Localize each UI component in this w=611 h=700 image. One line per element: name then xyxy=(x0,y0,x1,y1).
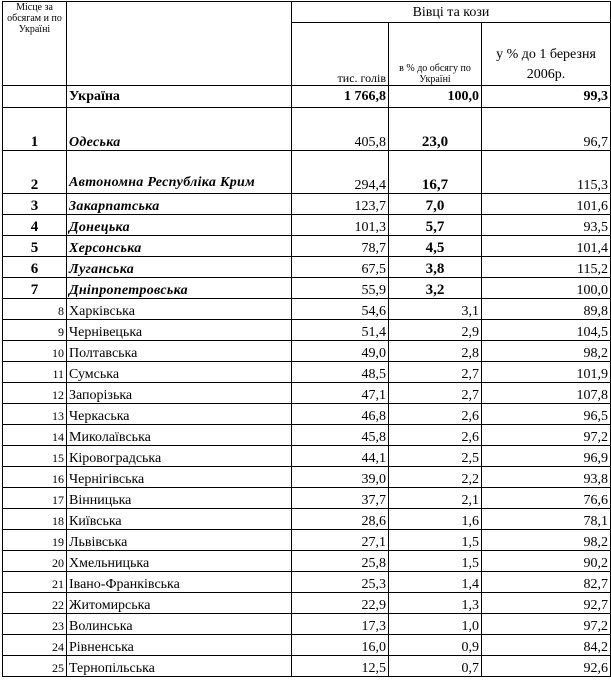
percent-cell: 1,6 xyxy=(389,509,482,530)
change-cell: 101,9 xyxy=(482,362,611,383)
change-cell: 101,6 xyxy=(482,194,611,215)
change-cell: 97,2 xyxy=(482,425,611,446)
region-name-cell: Вінницька xyxy=(67,488,292,509)
thousands-cell: 67,5 xyxy=(292,257,389,278)
region-name-cell: Львівська xyxy=(67,530,292,551)
thousands-cell: 54,6 xyxy=(292,299,389,320)
group-header: Вівці та кози xyxy=(292,2,611,23)
region-name-cell: Донецька xyxy=(67,215,292,236)
table-row xyxy=(3,404,611,425)
table-row xyxy=(3,425,611,446)
thousands-cell: 25,8 xyxy=(292,551,389,572)
region-name-cell: Луганська xyxy=(67,257,292,278)
thousands-cell: 123,7 xyxy=(292,194,389,215)
change-cell: 90,2 xyxy=(482,551,611,572)
rank-cell: 7 xyxy=(3,278,67,299)
region-name-cell: Закарпатська xyxy=(67,194,292,215)
rank-cell: 23 xyxy=(3,614,67,635)
rank-cell: 5 xyxy=(3,236,67,257)
percent-cell: 2,6 xyxy=(389,425,482,446)
region-name-cell: Житомирська xyxy=(67,593,292,614)
rank-header: Місце за обсягам и по Україні xyxy=(3,2,67,86)
change-cell: 98,2 xyxy=(482,341,611,362)
table-row xyxy=(3,341,611,362)
region-name-cell: Кіровоградська xyxy=(67,446,292,467)
thousands-cell: 22,9 xyxy=(292,593,389,614)
region-name-cell: Дніпропетровська xyxy=(67,278,292,299)
change-cell: 115,2 xyxy=(482,257,611,278)
region-name-cell: Миколаївська xyxy=(67,425,292,446)
rank-cell: 3 xyxy=(3,194,67,215)
region-name-cell: Херсонська xyxy=(67,236,292,257)
change-cell: 92,7 xyxy=(482,593,611,614)
region-name-cell: Волинська xyxy=(67,614,292,635)
table-row xyxy=(3,446,611,467)
percent-cell: 4,5 xyxy=(389,236,482,257)
table-row xyxy=(3,257,611,278)
thousands-cell: 27,1 xyxy=(292,530,389,551)
percent-cell: 1,4 xyxy=(389,572,482,593)
table-row xyxy=(3,614,611,635)
region-name-cell: Черкаська xyxy=(67,404,292,425)
percent-cell: 2,6 xyxy=(389,404,482,425)
region-name-cell: Тернопільська xyxy=(67,656,292,677)
thousands-cell: 48,5 xyxy=(292,362,389,383)
thousands-cell: 44,1 xyxy=(292,446,389,467)
ukraine-change: 99,3 xyxy=(482,86,611,108)
table-row xyxy=(3,320,611,341)
percent-cell: 5,7 xyxy=(389,215,482,236)
change-cell: 107,8 xyxy=(482,383,611,404)
ukraine-thousands: 1 766,8 xyxy=(292,86,389,108)
region-name-cell: Рівненська xyxy=(67,635,292,656)
region-name-cell: Івано-Франківська xyxy=(67,572,292,593)
table-row xyxy=(3,572,611,593)
thousands-cell: 45,8 xyxy=(292,425,389,446)
table-row xyxy=(3,151,611,194)
col-percent-march-header: у % до 1 березня 2006р. xyxy=(482,23,611,86)
table-row xyxy=(3,215,611,236)
thousands-cell: 37,7 xyxy=(292,488,389,509)
region-name-cell: Автономна Республіка Крим xyxy=(67,151,292,194)
rank-cell: 25 xyxy=(3,656,67,677)
thousands-cell: 39,0 xyxy=(292,467,389,488)
rank-cell: 1 xyxy=(3,108,67,151)
thousands-cell: 16,0 xyxy=(292,635,389,656)
table-row xyxy=(3,194,611,215)
change-cell: 100,0 xyxy=(482,278,611,299)
thousands-cell: 101,3 xyxy=(292,215,389,236)
percent-cell: 2,2 xyxy=(389,467,482,488)
col-thousands-header: тис. голів xyxy=(292,23,389,86)
change-cell: 115,3 xyxy=(482,151,611,194)
thousands-cell: 12,5 xyxy=(292,656,389,677)
table-row xyxy=(3,530,611,551)
percent-cell: 0,7 xyxy=(389,656,482,677)
ukraine-rank xyxy=(3,86,67,108)
rank-cell: 6 xyxy=(3,257,67,278)
table-row xyxy=(3,299,611,320)
change-cell: 82,7 xyxy=(482,572,611,593)
thousands-cell: 49,0 xyxy=(292,341,389,362)
region-name-cell: Харківська xyxy=(67,299,292,320)
thousands-cell: 78,7 xyxy=(292,236,389,257)
rank-cell: 14 xyxy=(3,425,67,446)
percent-cell: 1,5 xyxy=(389,551,482,572)
rank-cell: 24 xyxy=(3,635,67,656)
region-name-cell: Сумська xyxy=(67,362,292,383)
change-cell: 96,5 xyxy=(482,404,611,425)
thousands-cell: 28,6 xyxy=(292,509,389,530)
table-row xyxy=(3,551,611,572)
change-cell: 93,5 xyxy=(482,215,611,236)
livestock-table xyxy=(2,1,611,677)
table-row xyxy=(3,488,611,509)
percent-cell: 2,7 xyxy=(389,362,482,383)
rank-cell: 21 xyxy=(3,572,67,593)
region-name-cell: Чернівецька xyxy=(67,320,292,341)
table-row xyxy=(3,593,611,614)
rank-cell: 9 xyxy=(3,320,67,341)
rank-cell: 18 xyxy=(3,509,67,530)
change-cell: 76,6 xyxy=(482,488,611,509)
rank-cell: 10 xyxy=(3,341,67,362)
thousands-cell: 405,8 xyxy=(292,108,389,151)
percent-cell: 7,0 xyxy=(389,194,482,215)
change-cell: 89,8 xyxy=(482,299,611,320)
change-cell: 98,2 xyxy=(482,530,611,551)
change-cell: 84,2 xyxy=(482,635,611,656)
table-row xyxy=(3,635,611,656)
region-name-cell: Київська xyxy=(67,509,292,530)
rank-cell: 15 xyxy=(3,446,67,467)
change-cell: 101,4 xyxy=(482,236,611,257)
percent-cell: 1,5 xyxy=(389,530,482,551)
table-row xyxy=(3,467,611,488)
percent-cell: 0,9 xyxy=(389,635,482,656)
ukraine-name: Україна xyxy=(67,86,292,108)
table-row xyxy=(3,656,611,677)
percent-cell: 2,8 xyxy=(389,341,482,362)
percent-cell: 3,1 xyxy=(389,299,482,320)
rank-cell: 20 xyxy=(3,551,67,572)
change-cell: 93,8 xyxy=(482,467,611,488)
table-row xyxy=(3,278,611,299)
percent-cell: 16,7 xyxy=(389,151,482,194)
percent-cell: 2,9 xyxy=(389,320,482,341)
thousands-cell: 51,4 xyxy=(292,320,389,341)
thousands-cell: 47,1 xyxy=(292,383,389,404)
thousands-cell: 55,9 xyxy=(292,278,389,299)
region-name-cell: Чернігівська xyxy=(67,467,292,488)
ukraine-row xyxy=(3,86,611,108)
percent-cell: 1,3 xyxy=(389,593,482,614)
percent-cell: 2,1 xyxy=(389,488,482,509)
rank-cell: 12 xyxy=(3,383,67,404)
table-row xyxy=(3,362,611,383)
change-cell: 92,6 xyxy=(482,656,611,677)
ukraine-percent: 100,0 xyxy=(389,86,482,108)
percent-cell: 23,0 xyxy=(389,108,482,151)
change-cell: 96,9 xyxy=(482,446,611,467)
rank-cell: 11 xyxy=(3,362,67,383)
table-row xyxy=(3,108,611,151)
change-cell: 104,5 xyxy=(482,320,611,341)
thousands-cell: 46,8 xyxy=(292,404,389,425)
rank-cell: 4 xyxy=(3,215,67,236)
rank-cell: 17 xyxy=(3,488,67,509)
table-row xyxy=(3,236,611,257)
rank-cell: 19 xyxy=(3,530,67,551)
region-name-cell: Запорізька xyxy=(67,383,292,404)
percent-cell: 3,8 xyxy=(389,257,482,278)
percent-cell: 2,7 xyxy=(389,383,482,404)
region-name-cell: Хмельницька xyxy=(67,551,292,572)
table-row xyxy=(3,383,611,404)
rank-cell: 13 xyxy=(3,404,67,425)
rank-cell: 22 xyxy=(3,593,67,614)
region-name-cell: Полтавська xyxy=(67,341,292,362)
header-row-1 xyxy=(3,2,611,23)
rank-cell: 2 xyxy=(3,151,67,194)
change-cell: 78,1 xyxy=(482,509,611,530)
rank-cell: 8 xyxy=(3,299,67,320)
thousands-cell: 25,3 xyxy=(292,572,389,593)
percent-cell: 3,2 xyxy=(389,278,482,299)
thousands-cell: 17,3 xyxy=(292,614,389,635)
thousands-cell: 294,4 xyxy=(292,151,389,194)
change-cell: 97,2 xyxy=(482,614,611,635)
change-cell: 96,7 xyxy=(482,108,611,151)
region-name-cell: Одеська xyxy=(67,108,292,151)
region-header xyxy=(67,2,292,86)
rank-cell: 16 xyxy=(3,467,67,488)
percent-cell: 1,0 xyxy=(389,614,482,635)
col-percent-ukraine-header: в % до обсягу по Україні xyxy=(389,23,482,86)
percent-cell: 2,5 xyxy=(389,446,482,467)
table-row xyxy=(3,509,611,530)
